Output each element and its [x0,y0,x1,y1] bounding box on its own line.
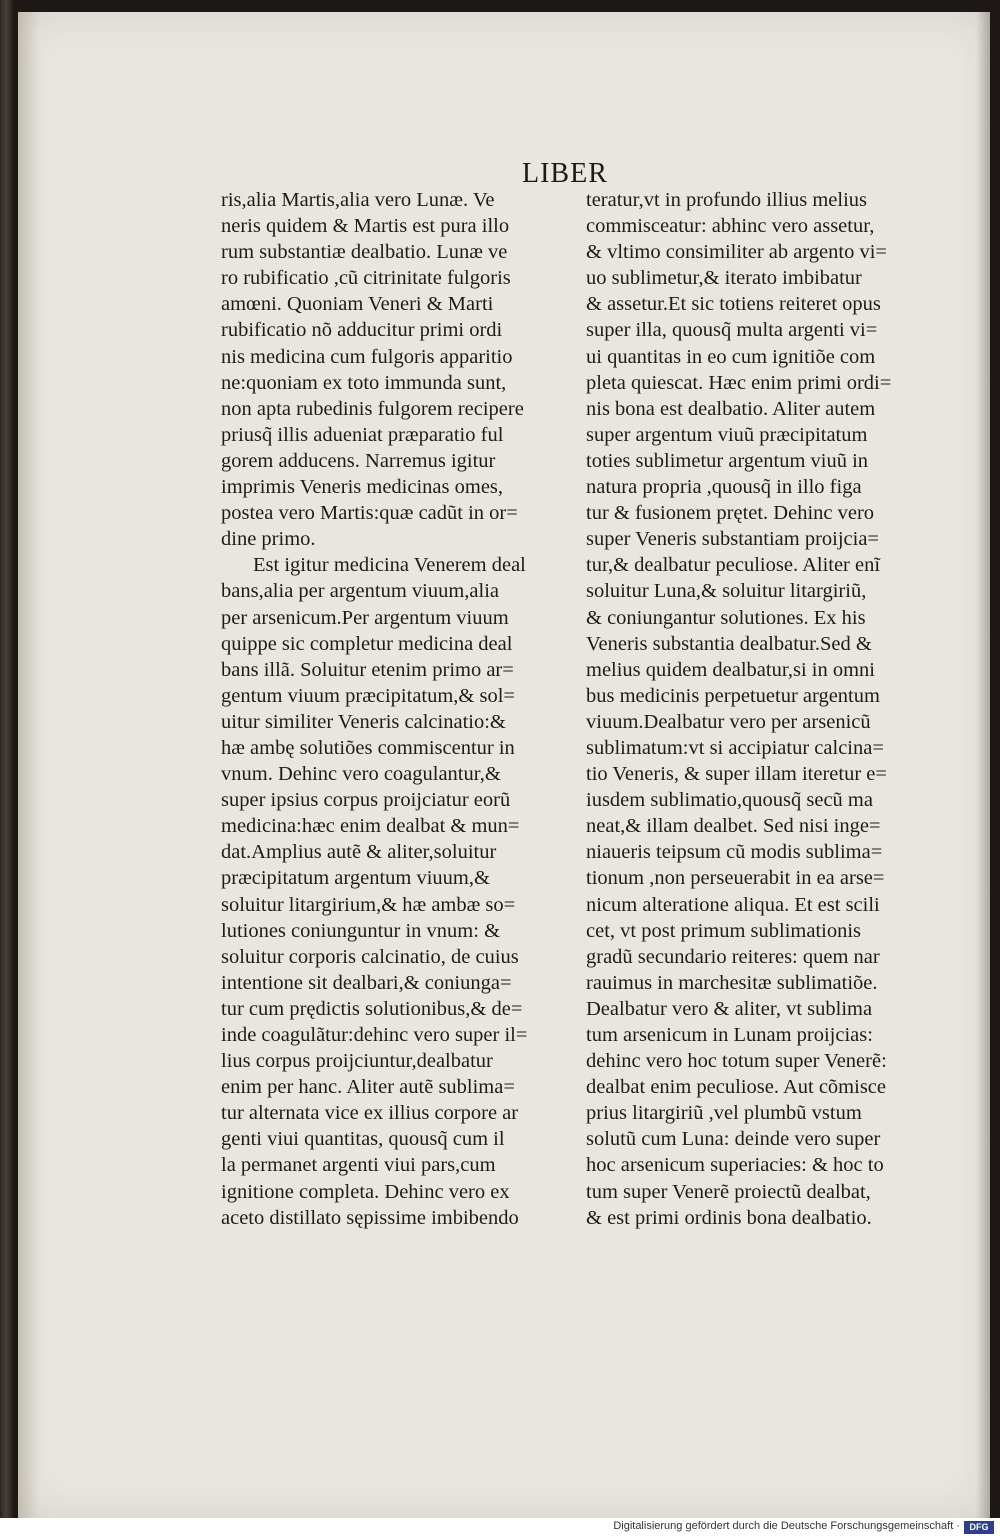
text-line: super argentum viuũ præcipitatum [586,423,868,446]
text-line: lius corpus proijciuntur,dealbatur [221,1050,493,1073]
text-line: lutiones coniunguntur in vnum: & [221,919,501,942]
text-line: postea vero Martis:quæ cadũt in or= [221,502,518,525]
text-line: hæ ambę solutiões commiscentur in [221,736,515,759]
text-line: iusdem sublimatio,quousq̃ secũ ma [586,789,873,812]
text-line: quippe sic completur medicina deal [221,632,513,655]
text-line: ui quantitas in eo cum ignitiõe com [586,345,876,368]
text-line: rauimus in marchesitæ sublimatiõe. [586,971,878,994]
text-line: ris,alia Martis,alia vero Lunæ. Ve [221,189,495,211]
text-line: medicina:hæc enim dealbat & mun= [221,815,520,838]
text-line: soluitur litargirium,& hæ ambæ so= [221,893,516,916]
text-line: gradũ secundario reiteres: quem nar [586,945,880,968]
text-line: rum substantiæ dealbatio. Lunæ ve [221,241,508,264]
text-line: dehinc vero hoc totum super Venerẽ: [586,1050,887,1073]
text-line: prius litargiriũ ,vel plumbũ vstum [586,1102,862,1125]
text-line: tio Veneris, & super illam iteretur e= [586,763,887,786]
funding-credit: Digitalisierung gefördert durch die Deutsche Forschungsgemeinschaft · [613,1520,960,1532]
running-head: LIBER [522,158,608,189]
text-line: commisceatur: abhinc vero assetur, [586,215,875,238]
text-line: viuum.Dealbatur vero per arsenicũ [586,710,871,733]
text-line: nicum alteratione aliqua. Et est scili [586,893,880,916]
text-line: gorem adducens. Narremus igitur [221,449,496,472]
text-line: aceto distillato sępissime imbibendo [221,1206,519,1229]
text-line: dealbat enim peculiose. Aut cõmisce [586,1076,887,1099]
text-line: ignitione completa. Dehinc vero ex [221,1180,510,1203]
text-line: ro rubificatio ,cũ citrinitate fulgoris [221,267,511,290]
text-line: vnum. Dehinc vero coagulantur,& [221,763,501,786]
text-line: bans,alia per argentum viuum,alia [221,580,499,603]
text-line: toties sublimetur argentum viuũ in [586,449,869,472]
text-line: præcipitatum argentum viuum,& [221,867,490,890]
text-line: la permanet argenti viui pars,cum [221,1154,496,1177]
text-line: solutũ cum Luna: deinde vero super [586,1128,881,1151]
text-line: neris quidem & Martis est pura illo [221,215,510,238]
text-line: bans illã. Soluitur etenim primo ar= [221,658,514,681]
text-line: inde coagulãtur:dehinc vero super il= [221,1024,528,1046]
text-line: & coniungantur solutiones. Ex his [586,606,866,629]
text-line: niaueris teipsum cũ modis sublima= [586,841,883,864]
text-line: tur alternata vice ex illius corpore ar [221,1102,519,1125]
text-line: super ipsius corpus proijciatur eorũ [221,789,511,812]
text-line: sublimatum:vt si accipiatur calcina= [586,736,884,759]
text-line: melius quidem dealbatur,si in omni [586,658,875,681]
text-line: intentione sit dealbari,& coniunga= [221,971,512,994]
text-line: gentum viuum præcipitatum,& sol= [221,684,515,707]
text-line: enim per hanc. Aliter autẽ sublima= [221,1076,515,1099]
text-line: Veneris substantia dealbatur.Sed & [586,632,872,655]
text-line: hoc arsenicum superiacies: & hoc to [586,1154,884,1177]
text-line: neat,& illam dealbet. Sed nisi inge= [586,815,881,838]
paragraph-start-line: Est igitur medicina Venerem deal [253,554,526,577]
text-line: soluitur Luna,& soluitur litargiriũ, [586,580,867,603]
text-line: nis medicina cum fulgoris apparitio [221,345,513,368]
text-line: tur & fusionem prętet. Dehinc vero [586,502,875,525]
text-line: super Veneris substantiam proijcia= [586,528,879,551]
text-line: soluitur corporis calcinatio, de cuius [221,945,519,968]
text-line: bus medicinis perpetuetur argentum [586,684,880,707]
text-line: per arsenicum.Per argentum viuum [221,606,509,629]
text-line: genti viui quantitas, quousq̃ cum il [221,1128,505,1151]
text-line: imprimis Veneris medicinas omes, [221,476,504,499]
text-line: super illa, quousq̃ multa argenti vi= [586,319,878,342]
text-line: tionum ,non perseuerabit in ea arse= [586,867,885,890]
text-line: uo sublimetur,& iterato imbibatur [586,267,862,290]
text-line: teratur,vt in profundo illius melius [586,189,868,211]
text-line: Dealbatur vero & aliter, vt sublima [586,997,873,1020]
text-column-right [586,187,926,1231]
text-line: natura propria ,quousq̃ in illo figa [586,476,862,499]
text-line: amœni. Quoniam Veneri & Marti [221,293,494,316]
dfg-logo-icon: DFG [964,1521,994,1534]
text-line: & est primi ordinis bona dealbatio. [586,1206,872,1229]
text-line: dat.Amplius autẽ & aliter,soluitur [221,841,497,864]
text-line: pleta quiescat. Hæc enim primi ordi= [586,371,892,394]
text-line: priusq̃ illis adueniat præparatio ful [221,423,504,446]
text-line: cet, vt post primum sublimationis [586,919,862,942]
text-line: tum arsenicum in Lunam proijcias: [586,1024,873,1046]
text-line: non apta rubedinis fulgorem recipere [221,397,524,420]
text-column-left [221,187,561,1231]
digitization-footer [0,1518,1000,1538]
text-line: ne:quoniam ex toto immunda sunt, [221,371,507,394]
text-line: tum super Venerẽ proiectũ dealbat, [586,1180,871,1203]
text-line: tur,& dealbatur peculiose. Aliter enĩ [586,554,881,577]
text-line: & assetur.Et sic totiens reiteret opus [586,293,881,316]
text-line: dine primo. [221,528,316,551]
text-line: & vltimo consimiliter ab argento vi= [586,241,887,264]
text-line: tur cum prędictis solutionibus,& de= [221,997,523,1020]
text-line: uitur similiter Veneris calcinatio:& [221,710,506,733]
text-line: rubificatio nõ adducitur primi ordi [221,319,503,342]
text-line: nis bona est dealbatio. Aliter autem [586,397,876,420]
